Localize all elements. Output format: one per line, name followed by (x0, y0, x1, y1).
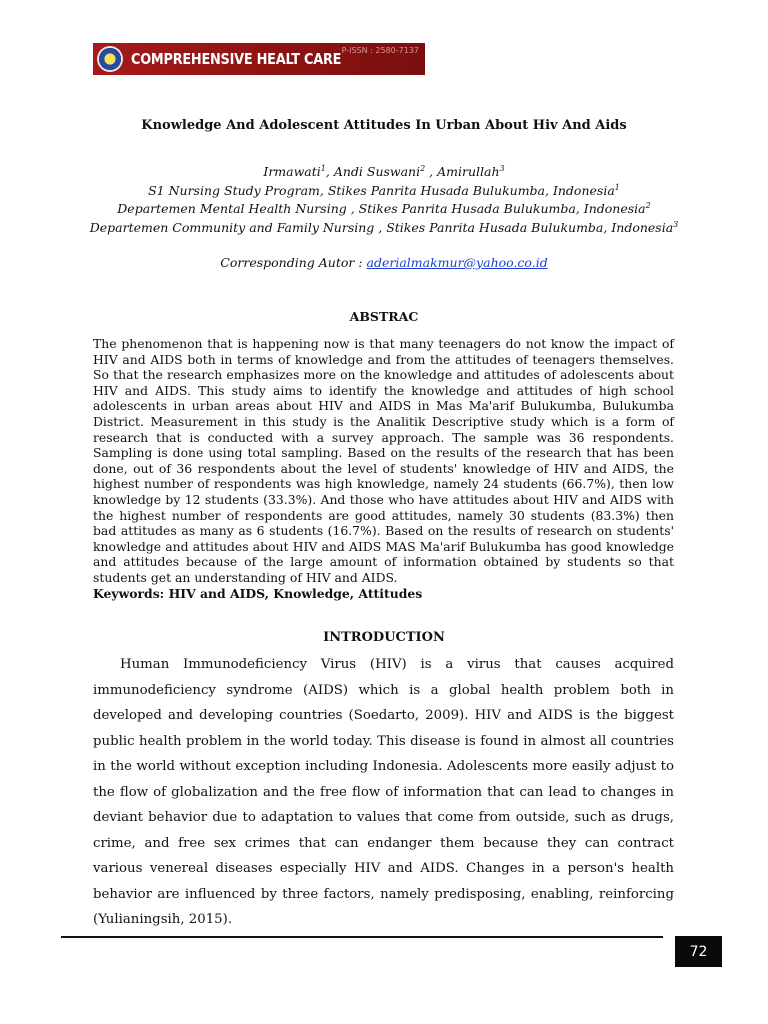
introduction-heading: INTRODUCTION (323, 630, 445, 645)
page-number-text: 72 (689, 943, 708, 960)
page-number (675, 936, 722, 967)
footer-divider (61, 936, 663, 938)
author-separator: , (325, 164, 334, 180)
introduction-text: Human Immunodeficiency Virus (HIV) is a virus that causes acquired immunodeficiency syndrome (AIDS) which is a global health problem both in developed and developing countries (Soedarto, 2009). HIV and AIDS is the biggest public health problem in the world today. This disease is found in almost all countries in the world without exception including Indonesia. Adolescents more easily adjust to the flow of globalization and the free flow of information that can lead to changes in deviant behavior due to adaptation to values that come from outside, such as drugs, crime, and free sex crimes that can endanger them because they can contract various venereal diseases especially HIV and AIDS. Changes in a person's health behavior are influenced by three factors, namely predisposing, enabling, reinforcing (Yulianingsih, 2015). (93, 657, 674, 927)
affiliation-sup: 3 (673, 219, 679, 229)
abstract-heading: ABSTRAC (349, 309, 419, 324)
author-block (60, 161, 708, 236)
affiliation-sup: 1 (614, 182, 620, 192)
affiliation-sup: 2 (645, 201, 651, 211)
affiliation-text: Departemen Community and Family Nursing , Stikes Panrita Husada Bulukumba, Indonesia (89, 220, 674, 236)
affiliation (60, 198, 708, 217)
author-name: Amirullah (437, 164, 500, 180)
affiliation-text: Departemen Mental Health Nursing , Stikes Panrita Husada Bulukumba, Indonesia (117, 201, 646, 217)
university-seal-icon (97, 46, 123, 72)
corresponding-author (60, 255, 708, 270)
author-name: Andi Suswani (333, 164, 421, 180)
affiliation-text: S1 Nursing Study Program, Stikes Panrita Husada Bulukumba, Indonesia (148, 182, 615, 198)
author-name: Irmawati (263, 164, 321, 180)
author-separator: , (425, 164, 438, 180)
corresponding-label: Corresponding Autor : (220, 255, 367, 270)
author-sup: 3 (499, 164, 505, 173)
author-line (60, 161, 708, 180)
journal-banner (93, 43, 425, 75)
corresponding-email-link[interactable]: aderialmakmur@yahoo.co.id (366, 255, 548, 270)
keywords: Keywords: HIV and AIDS, Knowledge, Attitudes (93, 586, 423, 601)
affiliation (60, 180, 708, 199)
journal-name: COMPREHENSIVE HEALT CARE (131, 50, 342, 68)
author-sup: 1 (320, 164, 326, 173)
paper-title: Knowledge And Adolescent Attitudes In Urban About Hiv And Aids (141, 118, 627, 133)
affiliation (60, 217, 708, 236)
author-sup: 2 (420, 164, 426, 173)
issn-text: P-ISSN : 2580-7137 (341, 46, 419, 55)
abstract-text: The phenomenon that is happening now is that many teenagers do not know the impact of HIV and AIDS both in terms of knowledge and from the attitudes of teenagers themselves. So that the research emphasizes more on the knowledge and attitudes of adolescents about HIV and AIDS. This study aims to identify the knowledge and attitudes of high school adolescents in urban areas about HIV and AIDS in Mas Ma'arif Bulukumba, Bulukumba District. Measurement in this study is the Analitik Descriptive study which is a form of research that is conducted with a survey approach. The sample was 36 respondents. Sampling is done using total sampling. Based on the results of the research that has been done, out of 36 respondents about the level of students' knowledge of HIV and AIDS, the highest number of respondents was high knowledge, namely 24 students (66.7%), then low knowledge by 12 students (33.3%). And those who have attitudes about HIV and AIDS with the highest number of respondents are good attitudes, namely 30 students (83.3%) then bad attitudes as many as 6 students (16.7%). Based on the results of research on students' knowledge and attitudes about HIV and AIDS MAS Ma'arif Bulukumba has good knowledge and attitudes because of the large amount of information obtained by students so that students get an understanding of HIV and AIDS. (93, 336, 674, 585)
